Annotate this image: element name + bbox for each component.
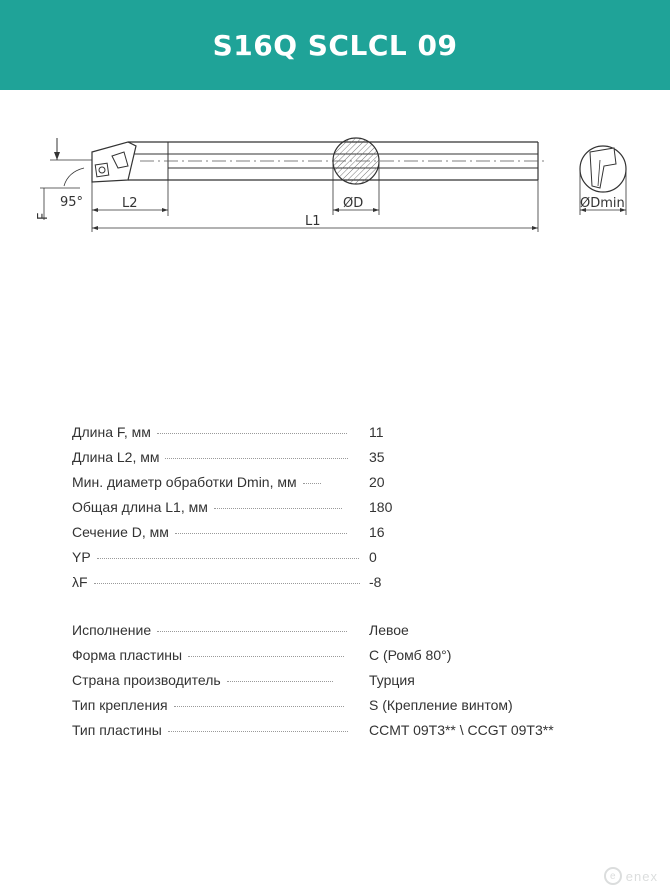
spec-value: Турция <box>369 672 415 688</box>
spec-label: Страна производитель <box>72 672 221 688</box>
spec-value: Левое <box>369 622 409 638</box>
spec-label: λF <box>72 574 88 590</box>
dot-leader <box>303 483 321 484</box>
header-bar <box>0 0 670 90</box>
spec-label: YP <box>72 549 91 565</box>
spec-value: 180 <box>369 499 393 515</box>
logo-text: enex <box>625 868 658 884</box>
spec-value: 16 <box>369 524 385 540</box>
dot-leader <box>165 458 348 459</box>
spec-value: 20 <box>369 474 385 490</box>
d-dim-label: ØD <box>343 196 364 211</box>
spec-row-execution <box>72 622 632 647</box>
spec-label: Мин. диаметр обработки Dmin, мм <box>72 474 297 490</box>
spec-label: Исполнение <box>72 622 152 638</box>
spec-row-country <box>72 672 632 697</box>
dmin-dim-label: ØDmin <box>580 196 625 211</box>
spec-value: 11 <box>369 424 384 440</box>
logo-icon: e <box>604 867 622 885</box>
spec-value: -8 <box>369 574 382 590</box>
spec-label: Длина F, мм <box>72 424 151 440</box>
spec-label: Форма пластины <box>72 647 183 663</box>
angle-label: 95° <box>60 195 84 210</box>
dot-leader <box>168 731 348 732</box>
spec-value: S (Крепление винтом) <box>369 697 513 713</box>
l2-dim-label: L2 <box>122 196 138 211</box>
spec-row-yp <box>72 549 632 574</box>
spec-label: Тип крепления <box>72 697 168 713</box>
spec-row-dmin <box>72 474 632 499</box>
spec-value: 35 <box>369 449 385 465</box>
spec-value: C (Ромб 80°) <box>369 647 452 663</box>
l1-dim-label: L1 <box>305 214 321 229</box>
dot-leader <box>214 508 342 509</box>
spec-row-length-l1 <box>72 499 632 524</box>
dot-leader <box>175 533 347 534</box>
spec-list-main <box>72 424 632 599</box>
dot-leader <box>97 558 359 559</box>
spec-label: Тип пластины <box>72 722 162 738</box>
spec-value: 0 <box>369 549 377 565</box>
brand-logo <box>604 867 658 885</box>
dot-leader <box>157 631 347 632</box>
spec-row-length-f <box>72 424 632 449</box>
spec-row-section-d <box>72 524 632 549</box>
spec-list-extra <box>72 622 632 747</box>
spec-label: Сечение D, мм <box>72 524 169 540</box>
spec-row-lambda-f <box>72 574 632 599</box>
dot-leader <box>227 681 333 682</box>
spec-value: CCMT 09T3** \ CCGT 09T3** <box>369 722 554 738</box>
technical-drawing <box>0 120 670 250</box>
dot-leader <box>174 706 344 707</box>
spec-row-insert-type <box>72 722 632 747</box>
spec-row-mount-type <box>72 697 632 722</box>
dot-leader <box>157 433 347 434</box>
dot-leader <box>94 583 360 584</box>
product-title: S16Q SCLCL 09 <box>212 28 458 62</box>
spec-label: Длина L2, мм <box>72 449 160 465</box>
spec-row-length-l2 <box>72 449 632 474</box>
spec-label: Общая длина L1, мм <box>72 499 208 515</box>
f-dim-label: F <box>36 212 51 220</box>
spec-row-insert-shape <box>72 647 632 672</box>
dot-leader <box>188 656 344 657</box>
